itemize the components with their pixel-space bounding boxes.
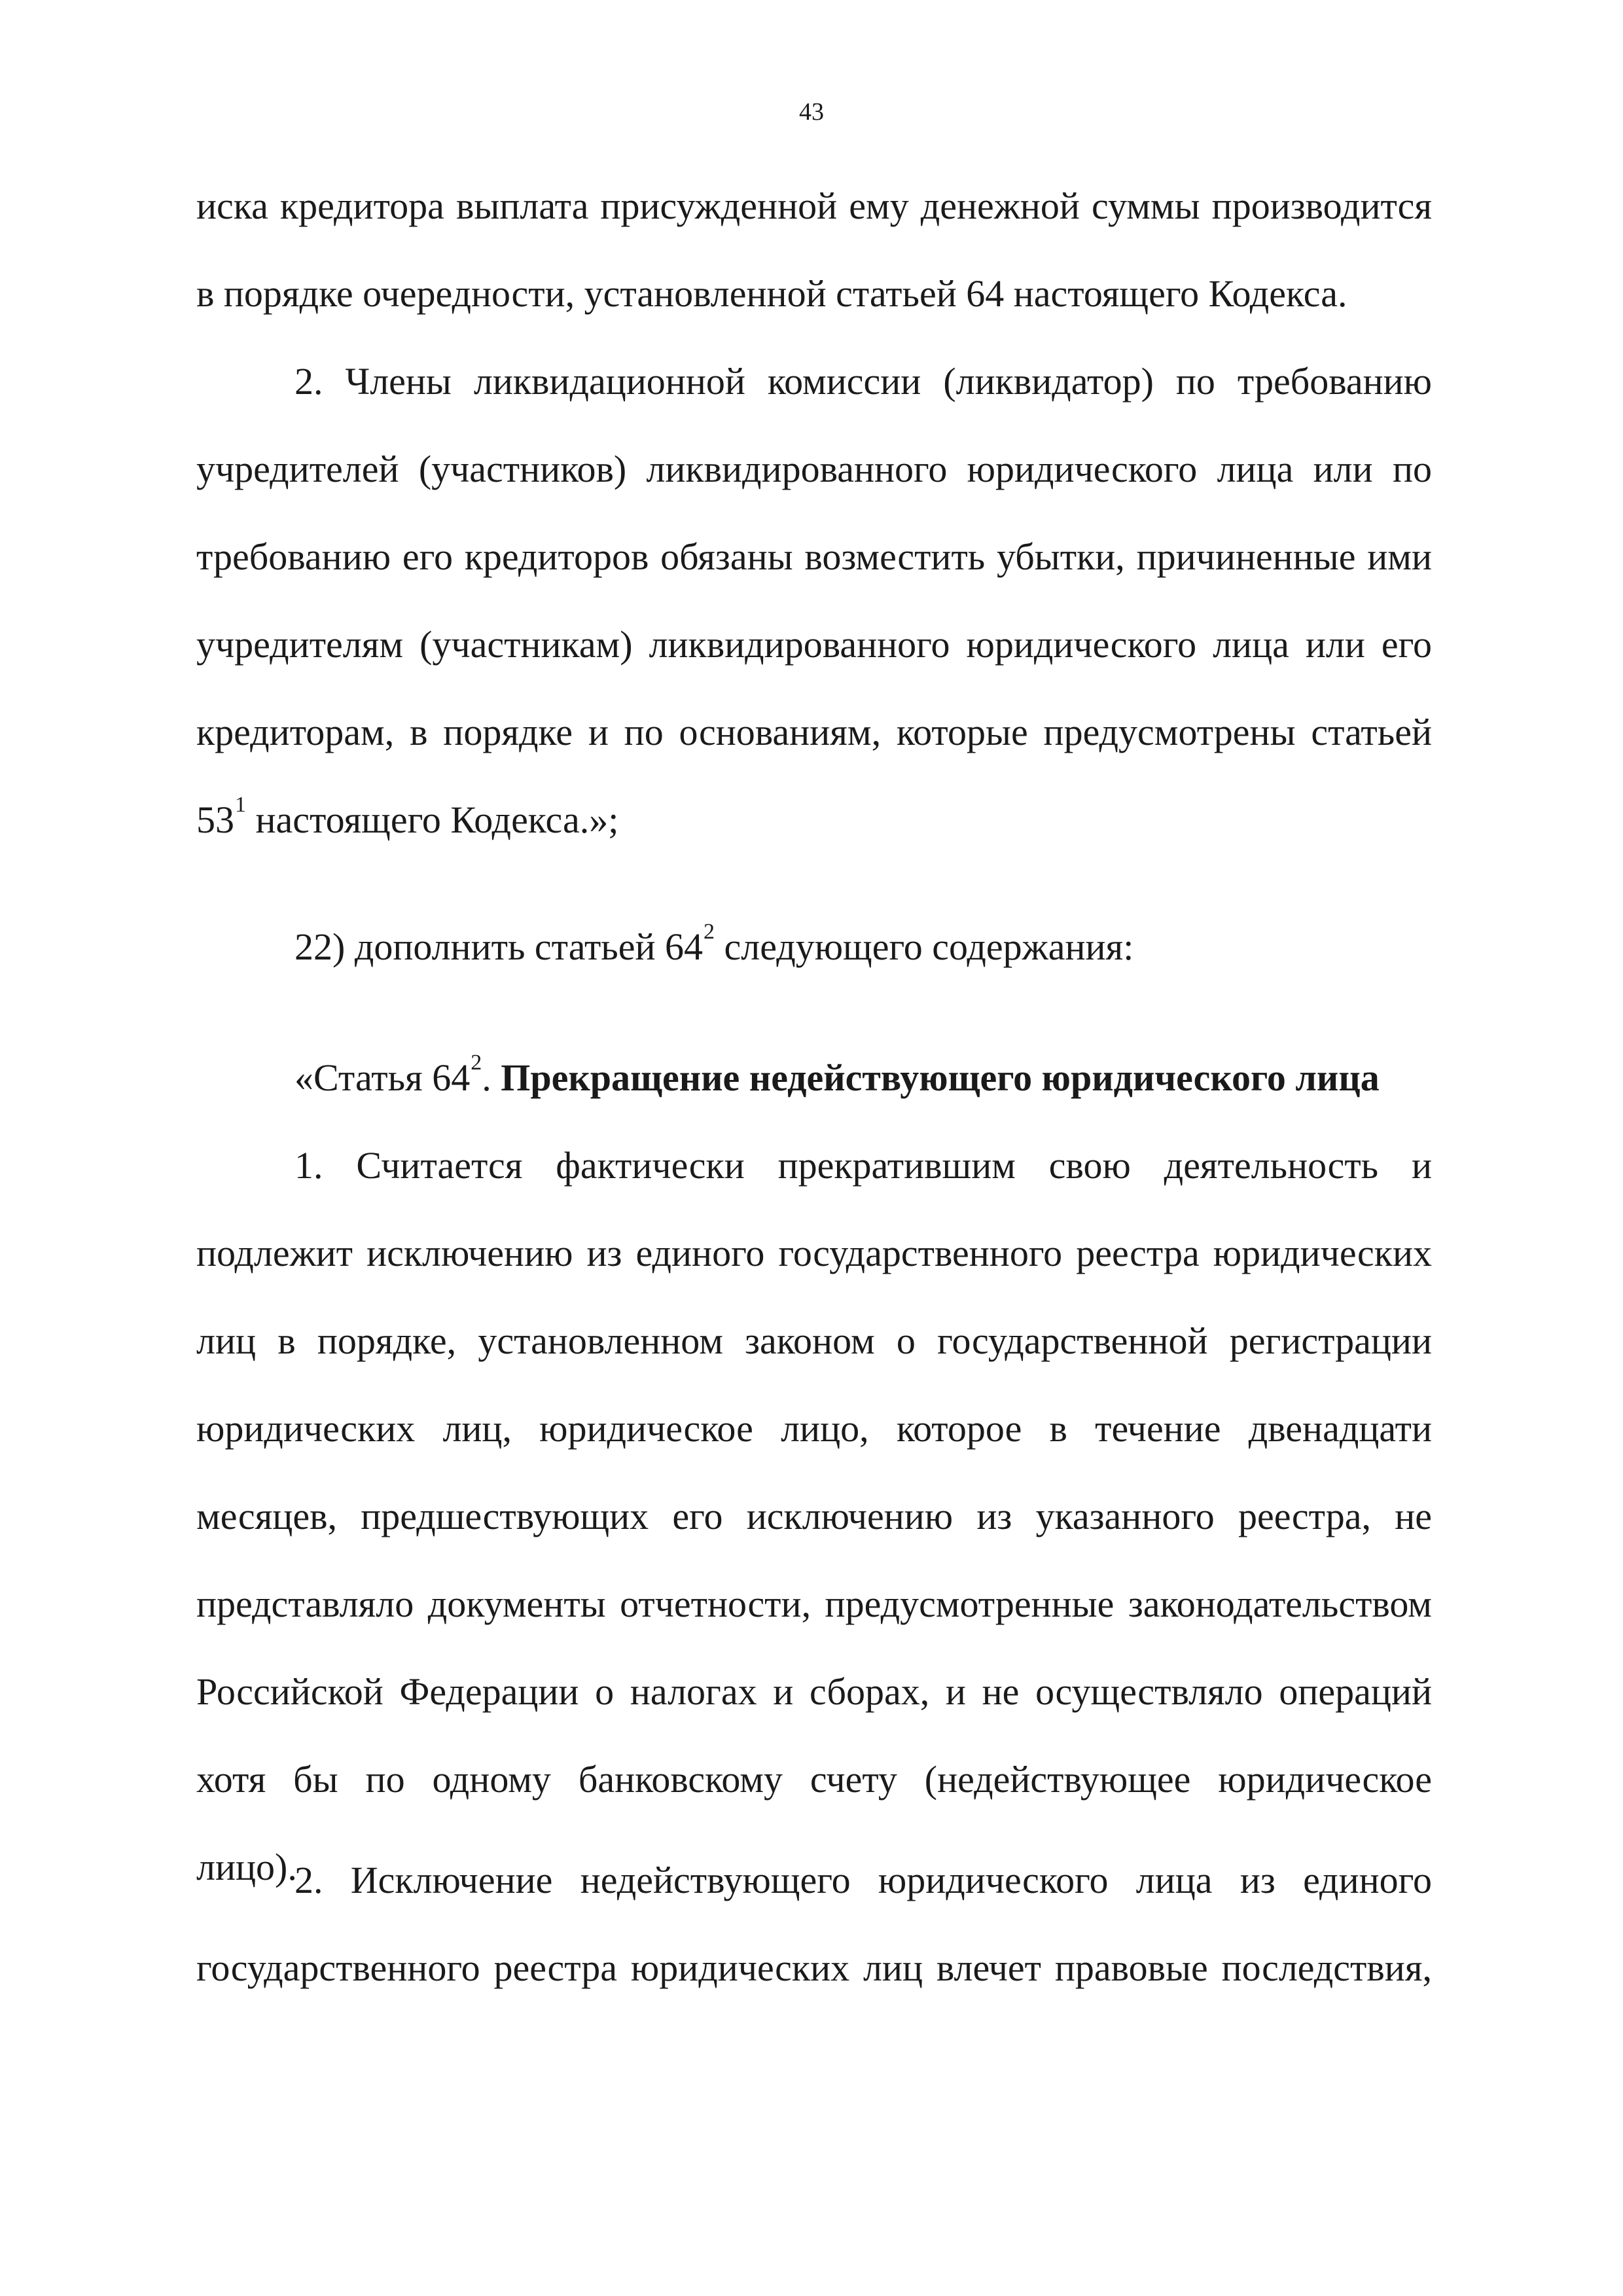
paragraph-line: лицо). <box>196 1846 297 1888</box>
paragraph-line: лиц в порядке, установленном законом о государственной регистрации <box>196 1319 1432 1362</box>
article-title: Прекращение недействующего юридического лица <box>501 1056 1380 1099</box>
text-block-3 <box>196 1034 1432 1911</box>
superscript: 1 <box>235 792 246 817</box>
superscript: 2 <box>471 1050 482 1075</box>
paragraph-line: юридических лиц, юридическое лицо, которое в течение двенадцати <box>196 1407 1432 1450</box>
text-block-1 <box>196 162 1432 864</box>
article-ref: 53 <box>196 798 234 841</box>
paragraph-line: учредителей (участников) ликвидированного юридического лица или по <box>196 448 1432 490</box>
line-text: настоящего Кодекса.»; <box>246 798 619 841</box>
text-block-2 <box>196 903 1432 991</box>
paragraph-line: Российской Федерации о налогах и сборах, и не осуществляло операций <box>196 1670 1432 1713</box>
paragraph-line <box>196 903 1432 991</box>
paragraph-line: учредителям (участникам) ликвидированного юридического лица или его <box>196 623 1432 666</box>
paragraph-line: 2. Члены ликвидационной комиссии (ликвидатор) по требованию <box>294 360 1432 403</box>
paragraph-line: иска кредитора выплата присужденной ему денежной суммы производится <box>196 185 1432 227</box>
paragraph-line: в порядке очередности, установленной статьей 64 настоящего Кодекса. <box>196 272 1347 315</box>
paragraph-line: кредиторам, в порядке и по основаниям, которые предусмотрены статьей <box>196 711 1432 753</box>
text-block-4 <box>196 1837 1432 2012</box>
paragraph-line: представляло документы отчетности, предусмотренные законодательством <box>196 1583 1432 1625</box>
article-dot: . <box>482 1056 501 1099</box>
line-text: 22) дополнить статьей 64 <box>294 925 704 968</box>
paragraph-line <box>196 776 1432 864</box>
paragraph-line: 2. Исключение недействующего юридического лица из единого <box>294 1859 1432 1901</box>
superscript: 2 <box>704 919 715 944</box>
paragraph-line: месяцев, предшествующих его исключению из указанного реестра, не <box>196 1495 1432 1537</box>
paragraph-line: государственного реестра юридических лиц влечет правовые последствия, <box>196 1946 1432 1989</box>
line-text: следующего содержания: <box>715 925 1134 968</box>
page-number: 43 <box>799 98 824 126</box>
paragraph-line: подлежит исключению из единого государственного реестра юридических <box>196 1232 1432 1274</box>
article-label: «Статья 64 <box>294 1056 471 1099</box>
paragraph-line: требованию его кредиторов обязаны возместить убытки, причиненные ими <box>196 535 1432 578</box>
article-heading <box>196 1034 1432 1122</box>
paragraph-line: 1. Считается фактически прекратившим свою деятельность и <box>294 1144 1432 1187</box>
paragraph-line: хотя бы по одному банковскому счету (недействующее юридическое <box>196 1758 1432 1801</box>
